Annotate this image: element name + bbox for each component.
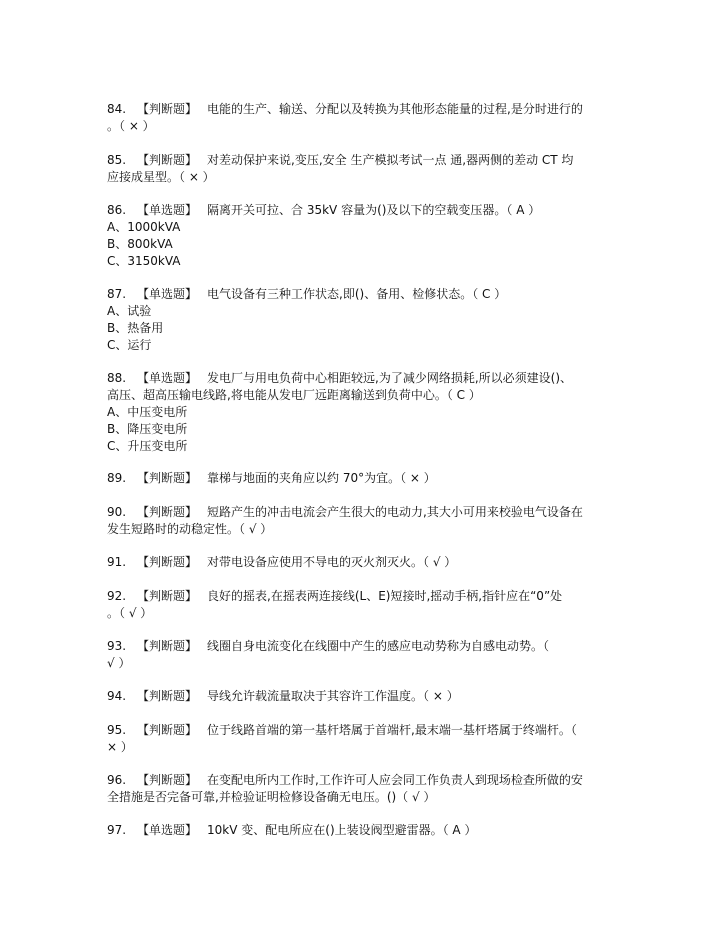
question-84 — [107, 101, 617, 135]
question-85 — [107, 152, 617, 186]
question-line-2: × ） — [107, 740, 133, 754]
question-line-1 — [107, 504, 617, 521]
question-line-1 — [107, 152, 617, 169]
question-text: 导线允许载流量取决于其容许工作温度。（ × ） — [207, 689, 459, 703]
question-type: 【判断题】 — [137, 102, 198, 116]
question-95 — [107, 722, 617, 756]
question-line-1 — [107, 286, 617, 303]
question-91 — [107, 554, 617, 571]
question-line-2: √ ） — [107, 656, 131, 670]
question-line-1 — [107, 688, 617, 705]
option-c: C、升压变电所 — [107, 439, 188, 453]
question-number: 84. — [107, 102, 127, 116]
question-number: 92. — [107, 589, 127, 603]
option-a: A、试验 — [107, 304, 152, 318]
question-type: 【判断题】 — [137, 773, 198, 787]
question-text: 隔离开关可拉、合 35kV 容量为()及以下的空载变压器。（ A ） — [207, 203, 541, 217]
question-text: 线圈自身电流变化在线圈中产生的感应电动势称为自感电动势。（ — [207, 639, 550, 653]
question-type: 【单选题】 — [137, 203, 198, 217]
question-type: 【判断题】 — [137, 153, 198, 167]
question-type: 【判断题】 — [137, 555, 198, 569]
question-number: 86. — [107, 203, 127, 217]
question-type: 【判断题】 — [137, 639, 198, 653]
question-number: 97. — [107, 823, 127, 837]
question-line-1 — [107, 772, 617, 789]
question-96 — [107, 772, 617, 806]
option-b: B、800kVA — [107, 237, 173, 251]
question-number: 90. — [107, 505, 127, 519]
question-92 — [107, 588, 617, 622]
question-text: 对差动保护来说,变压,安全 生产模拟考试一点 通,器两侧的差动 CT 均 — [207, 153, 574, 167]
question-line-1 — [107, 638, 617, 655]
question-text: 短路产生的冲击电流会产生很大的电动力,其大小可用来校验电气设备在 — [207, 505, 583, 519]
question-94 — [107, 688, 617, 705]
question-text: 对带电设备应使用不导电的灭火剂灭火。（ √ ） — [207, 555, 457, 569]
question-text: 发电厂与用电负荷中心相距较远,为了减少网络损耗,所以必须建设()、 — [207, 371, 573, 385]
question-text: 位于线路首端的第一基杆塔属于首端杆,最末端一基杆塔属于终端杆。（ — [207, 723, 577, 737]
question-type: 【判断题】 — [137, 471, 198, 485]
question-88 — [107, 370, 617, 455]
question-text: 良好的摇表,在摇表两连接线(L、E)短接时,摇动手柄,指针应在“0”处 — [207, 589, 563, 603]
question-number: 94. — [107, 689, 127, 703]
question-90 — [107, 504, 617, 538]
question-86 — [107, 202, 617, 270]
question-line-1 — [107, 588, 617, 605]
question-line-2: 应接成星型。（ × ） — [107, 170, 215, 184]
question-line-1 — [107, 202, 617, 219]
option-a: A、1000kVA — [107, 220, 181, 234]
option-c: C、运行 — [107, 338, 152, 352]
question-line-2: 发生短路时的动稳定性。（ √ ） — [107, 522, 273, 536]
option-b: B、热备用 — [107, 321, 164, 335]
question-type: 【判断题】 — [137, 589, 198, 603]
question-number: 91. — [107, 555, 127, 569]
question-type: 【单选题】 — [137, 287, 198, 301]
question-number: 87. — [107, 287, 127, 301]
question-line-1 — [107, 722, 617, 739]
question-type: 【判断题】 — [137, 689, 198, 703]
question-text: 靠梯与地面的夹角应以约 70°为宜。（ × ） — [207, 471, 436, 485]
question-text: 电能的生产、输送、分配以及转换为其他形态能量的过程,是分时进行的 — [207, 102, 583, 116]
question-87 — [107, 286, 617, 354]
question-line-1 — [107, 822, 617, 839]
question-number: 89. — [107, 471, 127, 485]
question-line-2: 高压、超高压输电线路,将电能从发电厂远距离输送到负荷中心。（ C ） — [107, 388, 481, 402]
question-type: 【判断题】 — [137, 723, 198, 737]
option-a: A、中压变电所 — [107, 405, 188, 419]
question-line-1 — [107, 370, 617, 387]
question-line-1 — [107, 101, 617, 118]
question-line-1 — [107, 554, 617, 571]
question-89 — [107, 470, 617, 487]
question-line-2: 。（ √ ） — [107, 606, 153, 620]
question-type: 【判断题】 — [137, 505, 198, 519]
question-93 — [107, 638, 617, 672]
question-type: 【单选题】 — [137, 371, 198, 385]
question-number: 88. — [107, 371, 127, 385]
option-c: C、3150kVA — [107, 254, 181, 268]
question-line-2: 全措施是否完备可靠,并检验证明检修设备确无电压。()（ √ ） — [107, 790, 436, 804]
question-type: 【单选题】 — [137, 823, 198, 837]
question-line-2: 。（ × ） — [107, 119, 155, 133]
question-number: 85. — [107, 153, 127, 167]
question-text: 在变配电所内工作时,工作许可人应会同工作负责人到现场检查所做的安 — [207, 773, 583, 787]
question-number: 93. — [107, 639, 127, 653]
question-text: 10kV 变、配电所应在()上装设阀型避雷器。（ A ） — [207, 823, 477, 837]
option-b: B、降压变电所 — [107, 422, 188, 436]
question-97 — [107, 822, 617, 839]
question-number: 95. — [107, 723, 127, 737]
question-line-1 — [107, 470, 617, 487]
question-text: 电气设备有三种工作状态,即()、备用、检修状态。（ C ） — [207, 287, 507, 301]
question-number: 96. — [107, 773, 127, 787]
